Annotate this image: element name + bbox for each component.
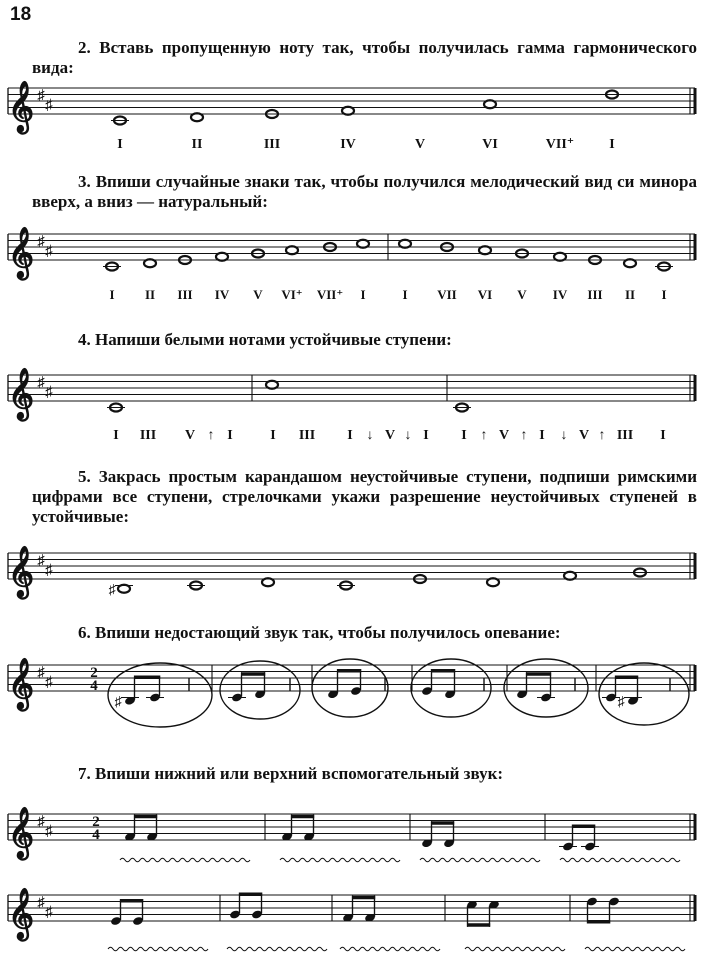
task-7-instruction: 7. Впиши нижний или верхний вспомогательный звук: [78, 764, 504, 783]
degree-label-up: III [177, 287, 193, 302]
degree-label: I [461, 428, 467, 443]
key-signature-sharp-f: ♯ [37, 234, 45, 250]
degree-label-down: I [402, 287, 408, 302]
degree-label: V [498, 428, 510, 443]
degree-label: I [609, 137, 615, 152]
degree-label: I [347, 428, 353, 443]
time-signature-bottom: 4 [90, 678, 98, 694]
key-signature-sharp-c: ♯ [45, 243, 53, 260]
task-6-instruction: 6. Впиши недостающий звук так, чтобы получилось опевание: [78, 623, 561, 642]
beam [337, 669, 361, 673]
beam [291, 815, 314, 819]
key-signature-sharp-c: ♯ [45, 674, 53, 691]
key-signature-sharp-f: ♯ [37, 375, 45, 391]
degree-label-down: VII [437, 287, 457, 302]
circle-outline [220, 661, 300, 719]
task-5-instruction: 5. Закрась простым карандашом неустойчивые ступени, подпиши римскими цифрами все ступени, стрелочками укажи разрешение неустойчивых ступеней в устойчивые: [32, 467, 697, 526]
degree-label: IV [340, 137, 356, 152]
degree-label-down: I [661, 287, 667, 302]
degree-label: III [263, 137, 281, 152]
degree-label: I [117, 137, 123, 152]
beam [431, 669, 455, 673]
wavy-line [280, 858, 400, 862]
accidental-sharp: ♯ [114, 694, 122, 710]
degree-label: I [270, 428, 276, 443]
treble-clef-icon: 𝄞 [7, 228, 35, 277]
key-signature-sharp-c: ♯ [45, 823, 53, 840]
beam [467, 923, 490, 927]
time-signature-bottom: 4 [92, 827, 100, 843]
key-signature-sharp-f: ♯ [37, 814, 45, 830]
degree-label: V [384, 428, 396, 443]
beam [587, 920, 610, 924]
beam [526, 672, 551, 676]
degree-label: VI [482, 137, 498, 152]
beam [134, 676, 160, 680]
degree-label-down: VI [477, 287, 493, 302]
treble-clef-icon: 𝄞 [7, 889, 35, 938]
beam [431, 821, 454, 825]
degree-label: III [616, 428, 634, 443]
task-2-instruction: 2. Вставь пропущенную ноту так, чтобы получилась гамма гармонического вида: [32, 38, 697, 77]
beam [239, 893, 262, 897]
degree-label-up: I [360, 287, 366, 302]
degree-label: ↓ [366, 428, 374, 443]
degree-label-down: V [517, 287, 527, 302]
degree-label-up: V [253, 287, 263, 302]
beam [352, 896, 375, 900]
degree-label: III [139, 428, 157, 443]
key-signature-sharp-c: ♯ [45, 562, 53, 579]
wavy-line [227, 947, 327, 951]
beam [241, 672, 265, 676]
degree-label-down: II [624, 287, 636, 302]
wavy-line [120, 858, 250, 862]
page-number: 18 [10, 4, 32, 25]
degree-label-up: VII⁺ [316, 287, 344, 302]
treble-clef-icon: 𝄞 [7, 369, 35, 418]
degree-label-down: IV [552, 287, 568, 302]
degree-label: I [227, 428, 233, 443]
wavy-line [340, 947, 440, 951]
degree-label: ↑ [598, 428, 606, 443]
degree-label: V [184, 428, 196, 443]
circle-outline [411, 659, 491, 717]
key-signature-sharp-c: ♯ [45, 384, 53, 401]
degree-label: I [423, 428, 429, 443]
circle-outline [312, 659, 388, 717]
wavy-line [465, 947, 565, 951]
task-4-instruction: 4. Напиши белыми нотами устойчивые ступени: [78, 330, 452, 349]
key-signature-sharp-c: ♯ [45, 904, 53, 921]
treble-clef-icon: 𝄞 [7, 547, 35, 596]
degree-label: ↓ [560, 428, 568, 443]
degree-label-up: I [109, 287, 115, 302]
key-signature-sharp-f: ♯ [37, 895, 45, 911]
time-signature-top: 2 [90, 665, 98, 681]
beam [120, 899, 143, 903]
wavy-line [560, 858, 680, 862]
degree-label: I [539, 428, 545, 443]
treble-clef-icon: 𝄞 [7, 808, 35, 857]
accidental-sharp: ♯ [108, 582, 116, 598]
beam [134, 815, 157, 819]
degree-label: I [660, 428, 666, 443]
treble-clef-icon: 𝄞 [7, 82, 35, 131]
beam [572, 825, 595, 829]
wavy-line [585, 947, 685, 951]
degree-label-down: III [587, 287, 603, 302]
degree-label: III [298, 428, 316, 443]
beam [615, 676, 638, 680]
task-3-instruction: 3. Впиши случайные знаки так, чтобы получился мелодический вид си минора вверх, а вниз — натуральный: [32, 172, 697, 211]
degree-label-up: VI⁺ [281, 287, 303, 302]
degree-label: II [191, 137, 203, 152]
degree-label: VII⁺ [545, 137, 575, 152]
degree-label: I [113, 428, 119, 443]
degree-label: ↑ [480, 428, 488, 443]
key-signature-sharp-c: ♯ [45, 97, 53, 114]
degree-label: ↑ [520, 428, 528, 443]
degree-label: ↑ [207, 428, 215, 443]
degree-label-up: II [144, 287, 156, 302]
accidental-sharp: ♯ [617, 694, 625, 710]
key-signature-sharp-f: ♯ [37, 665, 45, 681]
key-signature-sharp-f: ♯ [37, 88, 45, 104]
key-signature-sharp-f: ♯ [37, 553, 45, 569]
wavy-line [420, 858, 540, 862]
wavy-line [108, 947, 208, 951]
treble-clef-icon: 𝄞 [7, 659, 35, 708]
time-signature-top: 2 [92, 814, 100, 830]
degree-label-up: IV [214, 287, 230, 302]
degree-label: V [414, 137, 426, 152]
degree-label: ↓ [404, 428, 412, 443]
degree-label: V [578, 428, 590, 443]
